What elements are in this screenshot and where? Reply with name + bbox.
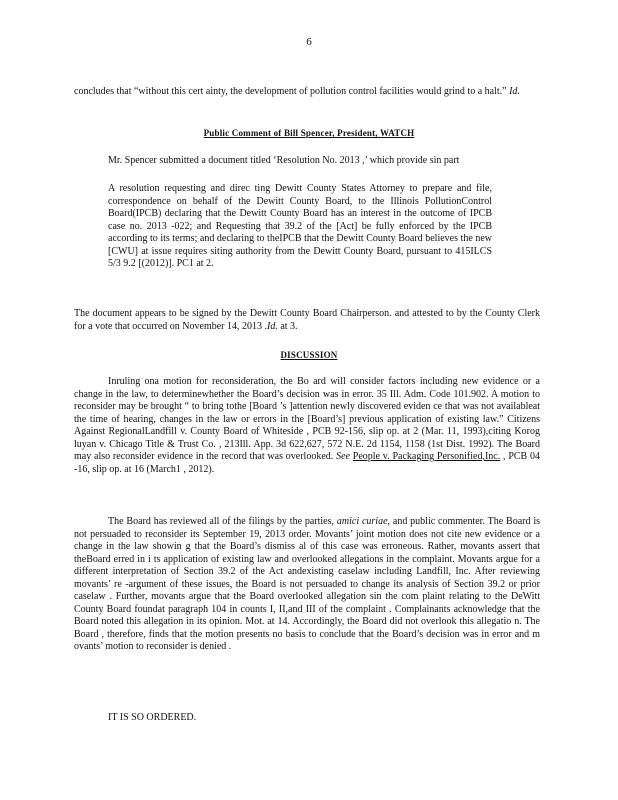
spencer-paragraph: Mr. Spencer submitted a document titled ‘Resolution No. 2013 ,’ which provide sin part <box>108 155 460 166</box>
discussion-paragraph-1: Inruling ona motion for reconsideration, the Bo ard will consider factors including new evidence or a change in the law, to determinewhether the Board’s decision was in error. 35 Ill. Adm. Code 101.902. A motion to reconsider may be brought “ to bring tothe [Board ’s ]attention newly discovered eviden ce that was not availableat the time of hearing, changes in the law or errors in the [Board’s] previous application of existing law.” Citizens Against RegionalLandfill v. County Board of Whiteside , PCB 92-156, slip op. at 2 (Mar. 11, 1993),citing Korog luyan v. Chicago Title & Trust Co. , 213Ill. App. 3d 622,627, 572 N.E. 2d 1154, 1158 (1st Dist. 1992). The Board may also reconsider evidence in the record that was overlooked. See People v. Packaging Personified,Inc. , PCB 04 -16, slip op. at 16 (March1 , 2012). <box>74 376 541 475</box>
page-number: 6 <box>306 36 312 48</box>
case-citation: People v. Packaging Personified,Inc. <box>352 451 501 462</box>
document-paragraph: The document appears to be signed by the Dewitt County Board Chairperson. and attested to by the County Clerk for a vote that occurred on November 14, 2013 .Id. at 3. <box>74 308 540 332</box>
public-comment-heading: Public Comment of Bill Spencer, President, WATCH <box>203 128 415 138</box>
intro-paragraph: concludes that “without this cert ainty, the development of pollution control facilities would grind to a halt.” Id. <box>74 86 520 97</box>
discussion-paragraph-2: The Board has reviewed all of the filings by the parties, amici curiae, and public commenter. The Board is not persuaded to reconsider its September 19, 2013 order. Movants’ joint motion does not cite new evidence or a change in the law showin g that the Board’s dismiss al of this case was erroneous. Rather, movants assert that theBoard erred in i ts application of existing law and overlooked allegations in the complaint. Movants argue for a different interpretation of Section 39.2 of the Act andexisting caselaw including Landfill, Inc. After reviewing movants’ re -argument of these issues, the Board is not persuaded to change its analysis of Section 39.2 or prior caselaw . Further, movants argue that the Board overlooked allegation sin the com plaint relating to the DeWitt County Board foundat paragraph 104 in counts I, II,and III of the complaint . Complainants acknowledge that the Board noted this allegation in its opinion. Mot. at 14. Accordingly, the Board did not overlook this allegatio n. The Board , therefore, finds that the motion presents no basis to conclude that the Board’s decision was in error and m ovants’ motion to reconsider is denied . <box>74 516 541 652</box>
so-ordered: IT IS SO ORDERED. <box>108 712 197 723</box>
id-citation: Id. <box>509 86 520 97</box>
id-citation: Id. <box>267 320 278 332</box>
discussion-heading: DISCUSSION <box>280 350 338 360</box>
amici-curiae: amici curiae <box>336 516 388 527</box>
resolution-block-quote: A resolution requesting and direc ting Dewitt County States Attorney to prepare and file, correspondence on behalf of the Dewitt County Board, to the Illinois PollutionControl Board(IPCB) declaring that the Dewitt County Board has an interest in the outcome of IPCB case no. 2013 -022; and Requesting that 39.2 of the [Act] be fully enforced by the IPCB according to its terms; and declaring to theIPCB that the Dewitt County Board believes the new [CWU] at issue requires siting authority from the Dewitt County Board, pursuant to 415ILCS 5/3 9.2 [(2012)]. PC1 at 2. <box>108 183 492 269</box>
see-signal: See <box>336 451 350 462</box>
